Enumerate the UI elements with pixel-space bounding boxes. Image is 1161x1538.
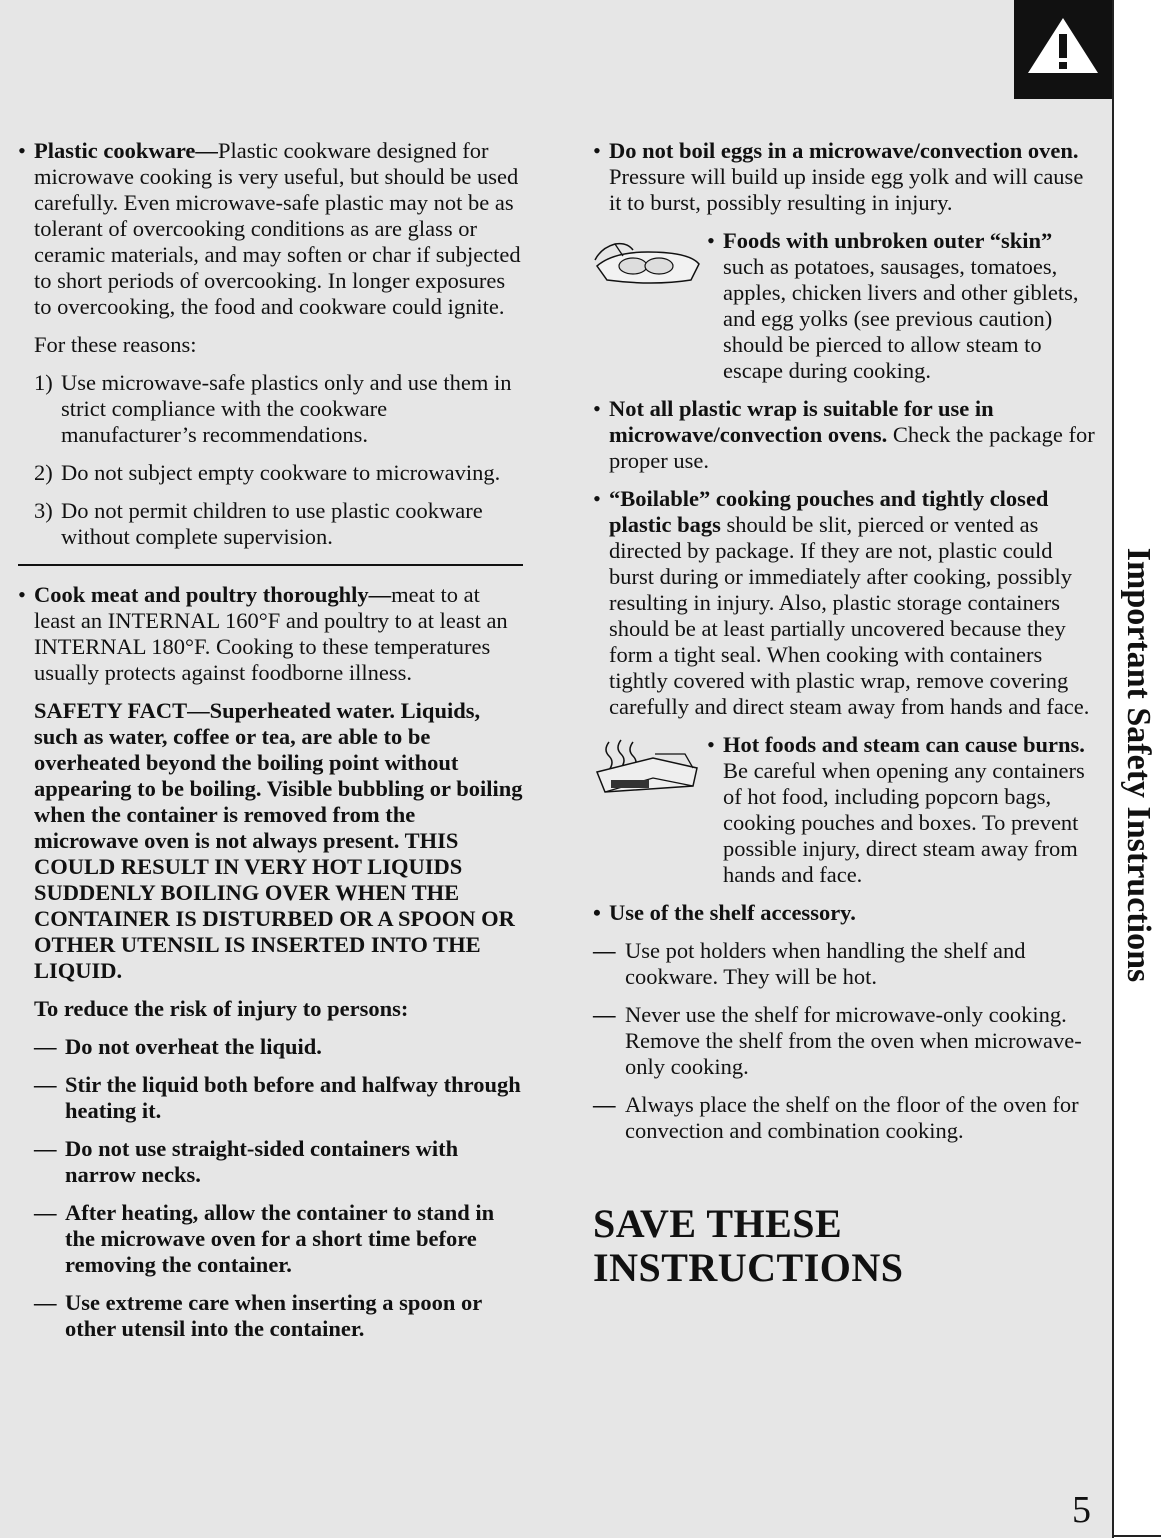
dash-marker: — bbox=[34, 1200, 57, 1225]
boilable-paragraph bbox=[593, 486, 1098, 720]
steaming-dish-illustration bbox=[593, 732, 707, 810]
reduce-risk-text: Do not use straight-sided containers with narrow necks. bbox=[65, 1136, 459, 1187]
reduce-risk-item bbox=[18, 1072, 523, 1124]
eggs-body: Pressure will build up inside egg yolk and will cause it to burst, possibly resulting in injury. bbox=[609, 164, 1084, 215]
reduce-risk-item bbox=[18, 1034, 523, 1060]
reduce-risk-intro: To reduce the risk of injury to persons: bbox=[34, 996, 409, 1021]
meat-poultry-body: meat to at least an INTERNAL 160°F and poultry to at least an INTERNAL 180°F. Cooking to these temperatures usually protects against foodborne illness. bbox=[34, 582, 508, 685]
potato-dish-illustration bbox=[593, 228, 707, 306]
reduce-risk-text: After heating, allow the container to stand in the microwave oven for a short time before removing the container. bbox=[65, 1200, 495, 1277]
reason-item bbox=[18, 460, 523, 486]
dash-marker: — bbox=[34, 1072, 57, 1097]
shelf-accessory-heading: • Use of the shelf accessory. bbox=[593, 900, 1098, 926]
hot-foods-block bbox=[593, 732, 1098, 888]
dash-marker: — bbox=[34, 1034, 57, 1059]
reason-number: 3) bbox=[34, 498, 53, 523]
meat-poultry-lead: Cook meat and poultry thoroughly— bbox=[34, 582, 392, 607]
section-divider bbox=[18, 564, 523, 566]
boilable-lead: “Boilable” cooking pouches and tightly closed plastic bags bbox=[609, 486, 1049, 537]
plastic-cookware-body: Plastic cookware designed for microwave cooking is very useful, but should be used carefully. Even microwave-safe plastic may not be as tolerant of overcooking conditions as are glass or ceramic materials, and may soften or char if subjected to short periods of overcooking. In longer exposures to overcooking, the food and cookware could ignite. bbox=[34, 138, 521, 319]
sidebar-bottom-rule bbox=[1112, 1535, 1161, 1537]
reason-text: Do not permit children to use plastic cookware without complete supervision. bbox=[61, 498, 483, 549]
dash-marker: — bbox=[593, 1002, 616, 1027]
dash-marker: — bbox=[34, 1136, 57, 1161]
hot-foods-paragraph bbox=[707, 732, 1098, 888]
reduce-risk-item bbox=[18, 1136, 523, 1188]
reason-text: Do not subject empty cookware to microwaving. bbox=[61, 460, 501, 485]
plastic-wrap-body: Check the package for proper use. bbox=[609, 422, 1095, 473]
skin-paragraph bbox=[707, 228, 1098, 384]
shelf-item bbox=[593, 1092, 1098, 1144]
warning-triangle-icon bbox=[1014, 0, 1112, 99]
shelf-item-text: Never use the shelf for microwave-only cooking. Remove the shelf from the oven when microwave-only cooking. bbox=[625, 1002, 1082, 1079]
reason-item bbox=[18, 370, 523, 448]
save-line-2: INSTRUCTIONS bbox=[593, 1245, 904, 1290]
plastic-cookware-paragraph bbox=[18, 138, 523, 320]
reason-number: 2) bbox=[34, 460, 53, 485]
right-column bbox=[593, 138, 1098, 1290]
reasons-intro: For these reasons: bbox=[34, 332, 197, 357]
shelf-item bbox=[593, 1002, 1098, 1080]
reason-item bbox=[18, 498, 523, 550]
left-column bbox=[18, 138, 523, 1354]
steam-dish-icon bbox=[593, 734, 703, 804]
shelf-item-text: Always place the shelf on the floor of the oven for convection and combination cooking. bbox=[625, 1092, 1079, 1143]
reason-text: Use microwave-safe plastics only and use them in strict compliance with the cookware manufacturer’s recommendations. bbox=[61, 370, 512, 447]
plastic-cookware-lead: Plastic cookware— bbox=[34, 138, 218, 163]
dash-marker: — bbox=[593, 938, 616, 963]
plastic-wrap-lead: Not all plastic wrap is suitable for use in microwave/convection ovens. bbox=[609, 396, 994, 447]
safety-fact: SAFETY FACT—Superheated water. Liquids, such as water, coffee or tea, are able to be overheated beyond the boiling point without appearing to be boiling. Visible bubbling or boiling when the container is removed from the microwave oven is not always present. THIS COULD RESULT IN VERY HOT LIQUIDS SUDDENLY BOILING OVER WHEN THE CONTAINER IS DISTURBED OR A SPOON OR OTHER UTENSIL IS INSERTED INTO THE LIQUID. bbox=[34, 698, 523, 983]
dash-marker: — bbox=[593, 1092, 616, 1117]
plastic-wrap-paragraph bbox=[593, 396, 1098, 474]
boilable-body: should be slit, pierced or vented as directed by package. If they are not, plastic could burst during or immediately after cooking, possibly resulting in injury. Also, plastic storage containers should be at least partially uncovered because they form a tight seal. When cooking with containers tightly covered with plastic wrap, remove covering carefully and direct steam away from hands and face. bbox=[609, 512, 1090, 719]
reduce-risk-text: Stir the liquid both before and halfway through heating it. bbox=[65, 1072, 521, 1123]
sidebar-title: Important Safety Instructions bbox=[1120, 547, 1157, 983]
hot-foods-lead: Hot foods and steam can cause burns. bbox=[723, 732, 1085, 757]
reduce-risk-text: Do not overheat the liquid. bbox=[65, 1034, 322, 1059]
save-line-1: SAVE THESE bbox=[593, 1201, 843, 1246]
eggs-paragraph bbox=[593, 138, 1098, 216]
page-number: 5 bbox=[1072, 1489, 1091, 1531]
save-instructions-heading bbox=[593, 1202, 1098, 1290]
skin-body: such as potatoes, sausages, tomatoes, apples, chicken livers and other giblets, and egg yolks (see previous caution) should be pierced to allow steam to escape during cooking. bbox=[723, 254, 1079, 383]
reduce-risk-item bbox=[18, 1200, 523, 1278]
sidebar-tab bbox=[1112, 0, 1161, 1538]
baking-dish-icon bbox=[593, 230, 703, 300]
reduce-risk-text: Use extreme care when inserting a spoon or other utensil into the container. bbox=[65, 1290, 482, 1341]
shelf-item-text: Use pot holders when handling the shelf and cookware. They will be hot. bbox=[625, 938, 1026, 989]
eggs-lead: Do not boil eggs in a microwave/convection oven. bbox=[609, 138, 1079, 163]
dash-marker: — bbox=[34, 1290, 57, 1315]
shelf-item bbox=[593, 938, 1098, 990]
skin-block bbox=[593, 228, 1098, 384]
warning-badge bbox=[1014, 0, 1112, 99]
reduce-risk-item bbox=[18, 1290, 523, 1342]
meat-poultry-paragraph bbox=[18, 582, 523, 686]
hot-foods-body: Be careful when opening any containers of hot food, including popcorn bags, cooking pouches and boxes. To prevent possible injury, direct steam away from hands and face. bbox=[723, 758, 1085, 887]
reason-number: 1) bbox=[34, 370, 53, 395]
skin-lead: Foods with unbroken outer “skin” bbox=[723, 228, 1053, 253]
